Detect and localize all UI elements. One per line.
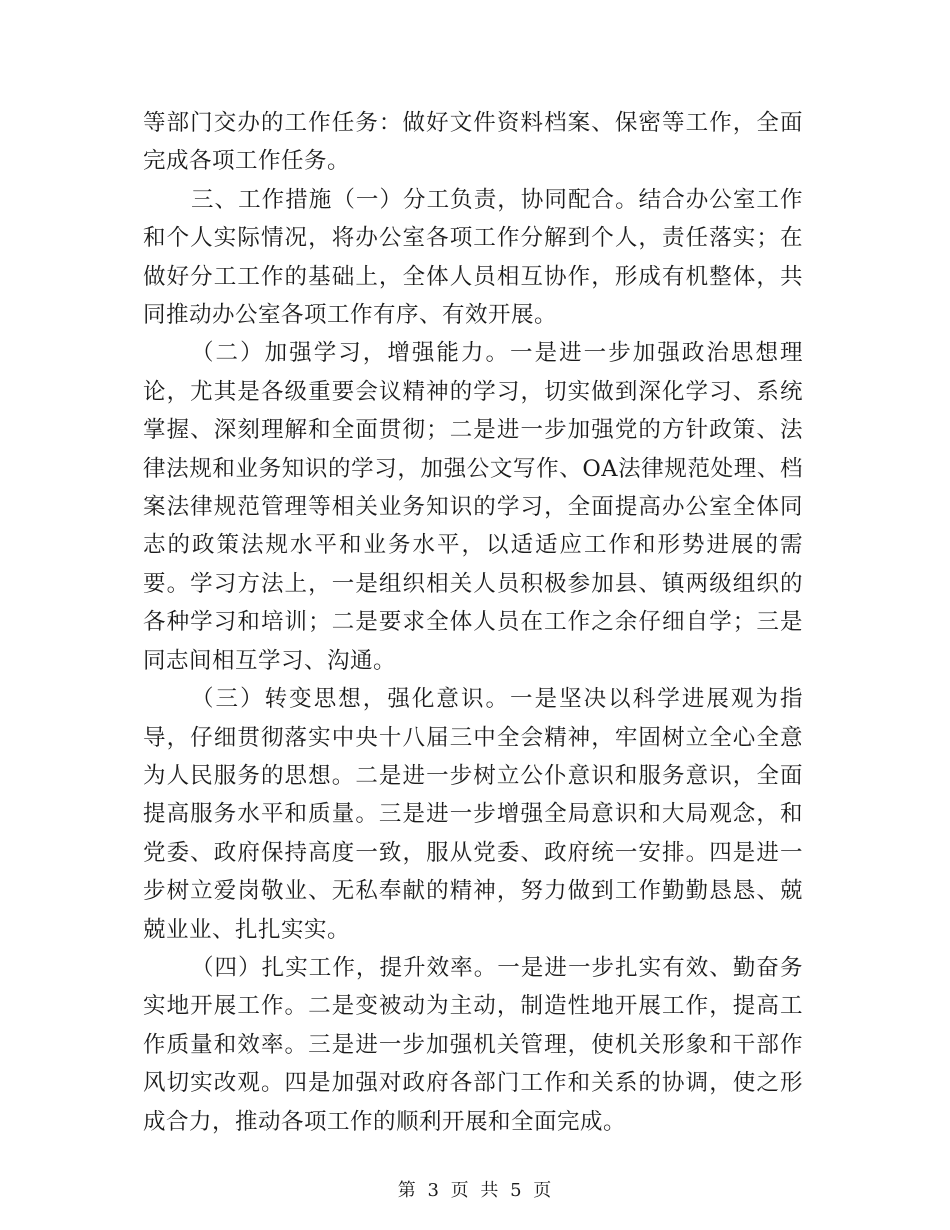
paragraph-strengthen-learning: （二）加强学习，增强能力。一是进一步加强政治思想理论，尤其是各级重要会议精神的学习，切实做到深化学习、系统掌握、深刻理解和全面贯彻；二是进一步加强党的方针政策、法律法规和业务知识的学习，加强公文写作、OA法律规范处理、档案法律规范管理等相关业务知识的学习，全面提高办公室全体同志的政策法规水平和业务水平，以适适应工作和形势进展的需要。学习方法上，一是组织相关人员积极参加县、镇两级组织的各种学习和培训；二是要求全体人员在工作之余仔细自学；三是同志间相互学习、沟通。 <box>143 340 803 674</box>
paragraph-section-three-measures: 三、工作措施（一）分工负责，协同配合。结合办公室工作和个人实际情况，将办公室各项工作分解到个人，责任落实；在做好分工工作的基础上，全体人员相互协作，形成有机整体，共同推动办公室各项工作有序、有效开展。 <box>143 186 803 329</box>
paragraph-change-thinking: （三）转变思想，强化意识。一是坚决以科学进展观为指导，仔细贯彻落实中央十八届三中全会精神，牢固树立全心全意为人民服务的思想。二是进一步树立公仆意识和服务意识，全面提高服务水平和质量。三是进一步增强全局意识和大局观念，和党委、政府保持高度一致，服从党委、政府统一安排。四是进一步树立爱岗敬业、无私奉献的精神，努力做到工作勤勤恳恳、兢兢业业、扎扎实实。 <box>143 686 803 943</box>
paragraph-solid-work: （四）扎实工作，提升效率。一是进一步扎实有效、勤奋务实地开展工作。二是变被动为主动，制造性地开展工作，提高工作质量和效率。三是进一步加强机关管理，使机关形象和干部作风切实改观。四是加强对政府各部门工作和关系的协调，使之形成合力，推动各项工作的顺利开展和全面完成。 <box>143 954 803 1135</box>
body-text <box>143 104 803 1141</box>
paragraph-continuation: 等部门交办的工作任务：做好文件资料档案、保密等工作，全面完成各项工作任务。 <box>143 110 803 175</box>
page-number-footer: 第 3 页 共 5 页 <box>397 1180 553 1201</box>
